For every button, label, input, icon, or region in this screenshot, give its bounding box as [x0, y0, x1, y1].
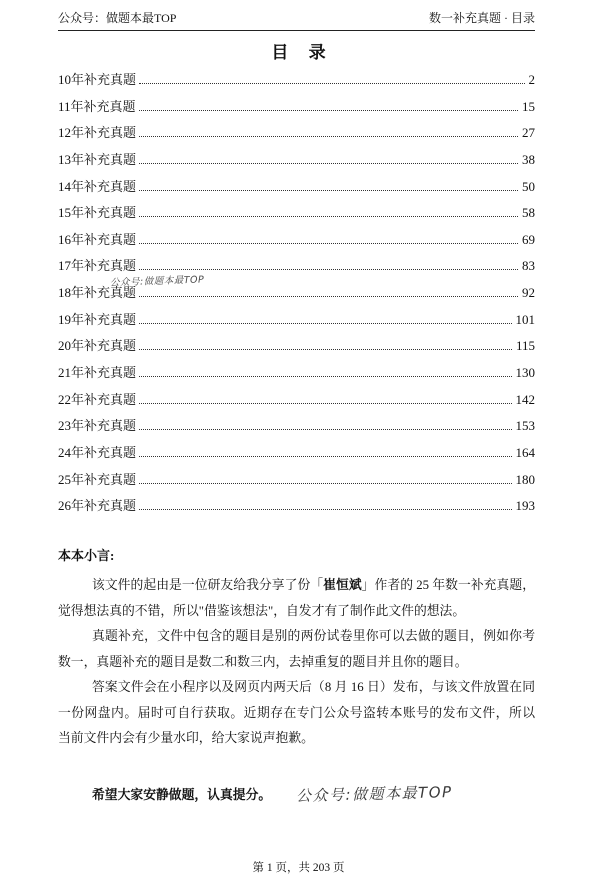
- header-rule: [58, 30, 535, 31]
- dot-leader: [139, 483, 511, 484]
- toc-entry[interactable]: [58, 444, 535, 471]
- toc-entry-page: 69: [522, 231, 535, 247]
- toc-entry[interactable]: [58, 231, 535, 258]
- toc-entry[interactable]: [58, 204, 535, 231]
- page-title: 目 录: [271, 43, 326, 62]
- toc-entry-label: 26年补充真题: [58, 498, 137, 514]
- toc-entry-label: 14年补充真题: [58, 178, 137, 194]
- dot-leader: [139, 403, 511, 404]
- dot-leader: [139, 243, 518, 244]
- dot-leader: [139, 110, 518, 111]
- toc-entry-label: 23年补充真题: [58, 418, 137, 434]
- dot-leader: [139, 136, 518, 137]
- toc-entry-page: 50: [522, 178, 535, 194]
- paragraph-line: [58, 573, 535, 599]
- dot-leader: [139, 269, 518, 270]
- toc-entry[interactable]: [58, 124, 535, 151]
- toc-entry[interactable]: [58, 391, 535, 418]
- toc-entry[interactable]: [58, 98, 535, 125]
- dot-leader: [139, 429, 511, 430]
- header-right-text: 数一补充真题 · 目录: [429, 11, 535, 25]
- dot-leader: [139, 323, 511, 324]
- toc-entry-label: 17年补充真题: [58, 258, 137, 274]
- dot-leader: [139, 216, 518, 217]
- paragraph-line: 真题补充，文件中包含的题目是别的两份试卷里你可以去做的题目，例如你考: [92, 629, 535, 643]
- handwritten-watermark: 公众号:做题本最TOP: [109, 274, 205, 289]
- toc-entry-page: 193: [515, 498, 535, 514]
- toc-entry-label: 22年补充真题: [58, 391, 137, 407]
- paragraph: [58, 675, 535, 752]
- dot-leader: [139, 349, 512, 350]
- header-left-text: 公众号：做题本最TOP: [58, 11, 177, 25]
- text-run: 该文件的起由是一位研友给我分享了份「: [92, 578, 324, 592]
- paragraph-line: 一份网盘内。届时可自行获取。近期存在专门公众号盗转本账号的发布文件，所以: [58, 705, 535, 720]
- toc-entry[interactable]: [58, 337, 535, 364]
- toc-entry[interactable]: [58, 284, 535, 311]
- toc-entry[interactable]: [58, 497, 535, 524]
- paragraph: [58, 624, 535, 675]
- toc-entry-page: 115: [515, 338, 535, 354]
- toc-entry-page: 101: [515, 311, 535, 327]
- paragraph-line: 答案文件会在小程序以及网页内两天后（8 月 16 日）发布，与该文件放置在同: [92, 680, 535, 694]
- toc-entry-page: 153: [515, 418, 535, 434]
- toc-entry-page: 92: [522, 285, 535, 301]
- text-run: 」作者的 25 年数一补充真题，: [361, 578, 536, 592]
- notes-body: [58, 573, 535, 752]
- toc-entry-label: 25年补充真题: [58, 471, 137, 487]
- page-footer: 第 1 页，共 203 页: [252, 862, 345, 874]
- handwritten-signature: 公众号:做题本最TOP: [295, 782, 453, 806]
- toc-entry-label: 12年补充真题: [58, 125, 137, 141]
- toc-entry-page: 58: [522, 205, 535, 221]
- toc-entry-page: 164: [515, 444, 535, 460]
- closing-line: 希望大家安静做题，认真提分。: [92, 788, 272, 802]
- toc-entry[interactable]: [58, 71, 535, 98]
- dot-leader: [139, 456, 511, 457]
- dot-leader: [139, 163, 518, 164]
- paragraph: [58, 573, 535, 624]
- author-name: 崔恒斌: [323, 578, 362, 592]
- toc-entry-page: 130: [515, 365, 535, 381]
- dot-leader: [139, 376, 511, 377]
- toc-entry-label: 20年补充真题: [58, 338, 137, 354]
- toc-entry-page: 83: [522, 258, 535, 274]
- toc-entry-page: 27: [522, 125, 535, 141]
- table-of-contents: [58, 71, 535, 524]
- toc-entry[interactable]: [58, 471, 535, 498]
- toc-entry[interactable]: [58, 178, 535, 205]
- toc-entry-label: 19年补充真题: [58, 311, 137, 327]
- toc-entry-page: 15: [522, 98, 535, 114]
- toc-entry[interactable]: [58, 417, 535, 444]
- toc-entry-page: 38: [522, 151, 535, 167]
- paragraph-line: 觉得想法真的不错，所以"借鉴该想法"，自发才有了制作此文件的想法。: [58, 603, 466, 618]
- dot-leader: [139, 190, 518, 191]
- toc-entry-label: 24年补充真题: [58, 444, 137, 460]
- toc-entry[interactable]: [58, 151, 535, 178]
- dot-leader: [139, 296, 518, 297]
- toc-entry-page: 180: [515, 471, 535, 487]
- notes-heading: 本本小言:: [58, 548, 115, 563]
- paragraph-line: 当前文件内会有少量水印，给大家说声抱歉。: [58, 731, 314, 745]
- paragraph-line: 数一，真题补充的题目是数二和数三内，去掉重复的题目并且你的题目。: [58, 654, 468, 669]
- dot-leader: [139, 83, 524, 84]
- toc-entry-label: 16年补充真题: [58, 231, 137, 247]
- toc-entry-label: 18年补充真题: [58, 285, 137, 301]
- toc-entry-label: 10年补充真题: [58, 72, 137, 87]
- toc-entry-label: 11年补充真题: [58, 98, 136, 114]
- toc-entry-page: 2: [528, 72, 535, 87]
- toc-entry-label: 21年补充真题: [58, 365, 137, 381]
- dot-leader: [139, 509, 511, 510]
- toc-entry-label: 15年补充真题: [58, 205, 137, 221]
- toc-entry-label: 13年补充真题: [58, 151, 137, 167]
- toc-entry[interactable]: [58, 311, 535, 338]
- toc-entry[interactable]: [58, 364, 535, 391]
- toc-entry-page: 142: [515, 391, 535, 407]
